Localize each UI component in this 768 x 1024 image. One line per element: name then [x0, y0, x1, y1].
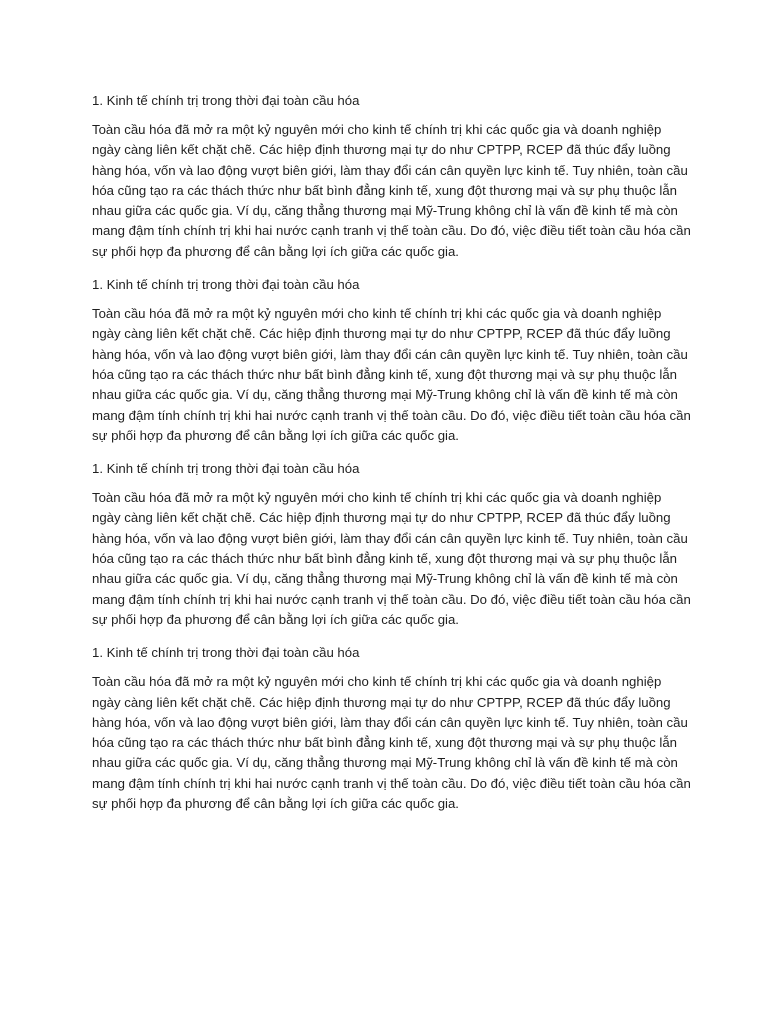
- document-section-4: [92, 643, 692, 814]
- document-section-1: [92, 91, 692, 262]
- section-paragraph: Toàn cầu hóa đã mở ra một kỷ nguyên mới cho kinh tế chính trị khi các quốc gia và doanh nghiệp ngày càng liên kết chặt chẽ. Các hiệp định thương mại tự do như CPTPP, RCEP đã thúc đẩy luồng hàng hóa, vốn và lao động vượt biên giới, làm thay đổi cán cân quyền lực kinh tế. Tuy nhiên, toàn cầu hóa cũng tạo ra các thách thức như bất bình đẳng kinh tế, xung đột thương mại và sự phụ thuộc lẫn nhau giữa các quốc gia. Ví dụ, căng thẳng thương mại Mỹ-Trung không chỉ là vấn đề kinh tế mà còn mang đậm tính chính trị khi hai nước cạnh tranh vị thế toàn cầu. Do đó, việc điều tiết toàn cầu hóa cần sự phối hợp đa phương để cân bằng lợi ích giữa các quốc gia.: [92, 674, 691, 812]
- document-section-3: [92, 459, 692, 630]
- document-body: [92, 91, 692, 827]
- document-section-2: [92, 275, 692, 446]
- section-heading: 1. Kinh tế chính trị trong thời đại toàn cầu hóa: [92, 461, 360, 477]
- section-heading: 1. Kinh tế chính trị trong thời đại toàn cầu hóa: [92, 277, 360, 293]
- section-heading: 1. Kinh tế chính trị trong thời đại toàn cầu hóa: [92, 645, 360, 661]
- section-heading: 1. Kinh tế chính trị trong thời đại toàn cầu hóa: [92, 93, 360, 108]
- section-paragraph: Toàn cầu hóa đã mở ra một kỷ nguyên mới cho kinh tế chính trị khi các quốc gia và doanh nghiệp ngày càng liên kết chặt chẽ. Các hiệp định thương mại tự do như CPTPP, RCEP đã thúc đẩy luồng hàng hóa, vốn và lao động vượt biên giới, làm thay đổi cán cân quyền lực kinh tế. Tuy nhiên, toàn cầu hóa cũng tạo ra các thách thức như bất bình đẳng kinh tế, xung đột thương mại và sự phụ thuộc lẫn nhau giữa các quốc gia. Ví dụ, căng thẳng thương mại Mỹ-Trung không chỉ là vấn đề kinh tế mà còn mang đậm tính chính trị khi hai nước cạnh tranh vị thế toàn cầu. Do đó, việc điều tiết toàn cầu hóa cần sự phối hợp đa phương để cân bằng lợi ích giữa các quốc gia.: [92, 490, 691, 627]
- section-paragraph: Toàn cầu hóa đã mở ra một kỷ nguyên mới cho kinh tế chính trị khi các quốc gia và doanh nghiệp ngày càng liên kết chặt chẽ. Các hiệp định thương mại tự do như CPTPP, RCEP đã thúc đẩy luồng hàng hóa, vốn và lao động vượt biên giới, làm thay đổi cán cân quyền lực kinh tế. Tuy nhiên, toàn cầu hóa cũng tạo ra các thách thức như bất bình đẳng kinh tế, xung đột thương mại và sự phụ thuộc lẫn nhau giữa các quốc gia. Ví dụ, căng thẳng thương mại Mỹ-Trung không chỉ là vấn đề kinh tế mà còn mang đậm tính chính trị khi hai nước cạnh tranh vị thế toàn cầu. Do đó, việc điều tiết toàn cầu hóa cần sự phối hợp đa phương để cân bằng lợi ích giữa các quốc gia.: [92, 306, 691, 443]
- section-paragraph: Toàn cầu hóa đã mở ra một kỷ nguyên mới cho kinh tế chính trị khi các quốc gia và doanh nghiệp ngày càng liên kết chặt chẽ. Các hiệp định thương mại tự do như CPTPP, RCEP đã thúc đẩy luồng hàng hóa, vốn và lao động vượt biên giới, làm thay đổi cán cân quyền lực kinh tế. Tuy nhiên, toàn cầu hóa cũng tạo ra các thách thức như bất bình đẳng kinh tế, xung đột thương mại và sự phụ thuộc lẫn nhau giữa các quốc gia. Ví dụ, căng thẳng thương mại Mỹ-Trung không chỉ là vấn đề kinh tế mà còn mang đậm tính chính trị khi hai nước cạnh tranh vị thế toàn cầu. Do đó, việc điều tiết toàn cầu hóa cần sự phối hợp đa phương để cân bằng lợi ích giữa các quốc gia.: [92, 122, 691, 259]
